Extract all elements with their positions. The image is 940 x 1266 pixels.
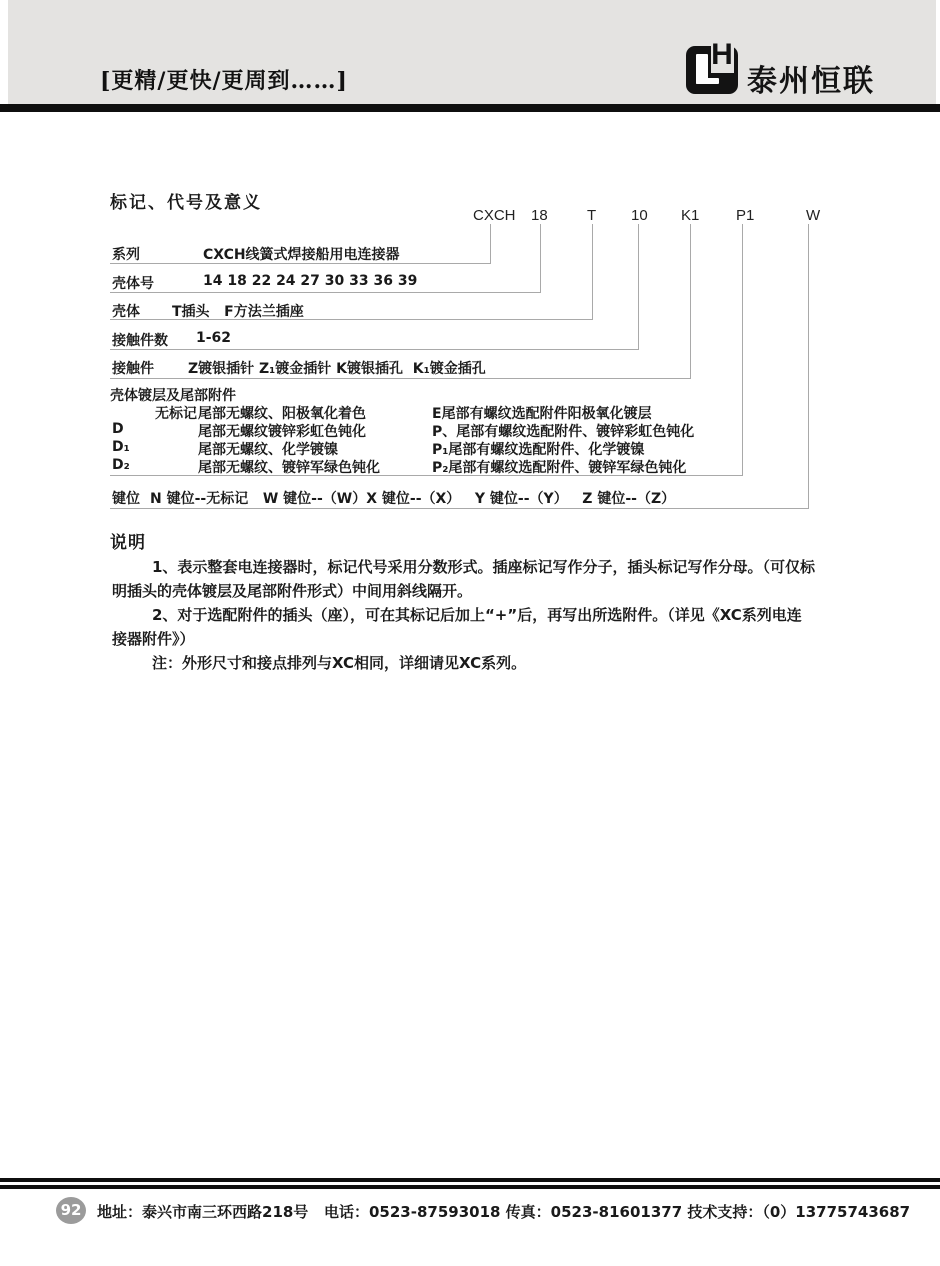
plating-right-desc: P、尾部有螺纹选配附件、镀锌彩虹色钝化 — [432, 424, 695, 440]
header-slogan: [更精/更快/更周到……] — [100, 68, 348, 94]
note-line: 2、对于选配附件的插头（座），可在其标记后加上“+”后，再写出所选附件。（详见《XC系列电连 — [152, 606, 802, 624]
note-line: 注：外形尺寸和接点排列与XC相同，详细请见XC系列。 — [152, 654, 527, 672]
row-text-series: CXCH线簧式焊接船用电连接器 — [203, 247, 400, 263]
code-part-contact-count: 10 — [631, 207, 648, 224]
row-underline — [110, 378, 691, 379]
header-divider-bar — [0, 104, 940, 112]
plating-left-desc: 尾部无螺纹、阳极氧化着色 — [198, 406, 366, 422]
plating-left-desc: 尾部无螺纹镀锌彩虹色钝化 — [198, 424, 366, 440]
company-name: 泰州恒联 — [747, 64, 875, 99]
row-underline — [110, 349, 639, 350]
row-text-contact-count: 1-62 — [196, 330, 232, 346]
plating-left-desc: 尾部无螺纹、化学镀镍 — [198, 442, 338, 458]
row-label-contact-type: 接触件 — [112, 361, 154, 377]
connector-line — [490, 224, 491, 263]
code-part-contact-type: K1 — [681, 207, 700, 224]
note-line: 明插头的壳体镀层及尾部附件形式）中间用斜线隔开。 — [112, 582, 473, 600]
plating-right-desc: P₁尾部有螺纹选配附件、化学镀镍 — [432, 442, 645, 458]
row-label-contact-count: 接触件数 — [112, 333, 168, 349]
code-part-series: CXCH — [473, 207, 516, 224]
row-text-shell-number: 14 18 22 24 27 30 33 36 39 — [203, 273, 418, 289]
row-text-key-position: N 键位--无标记 W 键位--（W）X 键位--（X） Y 键位--（Y） Z 键位--（Z） — [150, 491, 676, 507]
page-title: 标记、代号及意义 — [110, 193, 262, 213]
logo-h-letter: H — [711, 38, 733, 71]
plating-section-title: 壳体镀层及尾部附件 — [110, 388, 236, 404]
plating-left-desc: 尾部无螺纹、镀锌军绿色钝化 — [198, 460, 380, 476]
connector-line — [742, 224, 743, 475]
row-underline — [110, 508, 809, 509]
plating-right-desc: E尾部有螺纹选配附件阳极氧化镀层 — [432, 406, 652, 422]
row-label-series: 系列 — [112, 247, 140, 263]
footer-divider-bar — [0, 1178, 940, 1182]
connector-line — [592, 224, 593, 319]
connector-line — [690, 224, 691, 378]
notes-title: 说明 — [110, 533, 146, 553]
logo-l-shape-foot — [696, 78, 719, 84]
row-label-shell-type: 壳体 — [112, 304, 140, 320]
code-part-shell-type: T — [587, 207, 597, 224]
note-line: 1、表示整套电连接器时，标记代号采用分数形式。插座标记写作分子，插头标记写作分母。（可仅标 — [152, 558, 815, 576]
connector-line — [540, 224, 541, 292]
plating-code: D — [112, 421, 124, 437]
page-number-badge: 92 — [56, 1197, 86, 1224]
footer-divider-bar — [0, 1185, 940, 1189]
plating-code: D₂ — [112, 457, 130, 473]
code-part-plating: P1 — [736, 207, 755, 224]
connector-line — [808, 224, 809, 508]
company-logo-icon — [686, 38, 738, 94]
plating-code: 无标记 — [155, 406, 197, 422]
row-text-shell-type: T插头 F方法兰插座 — [172, 304, 304, 320]
row-label-key-position: 键位 — [112, 491, 140, 507]
code-part-key-position: W — [806, 207, 821, 224]
connector-line — [638, 224, 639, 349]
footer-contact-info: 地址：泰兴市南三环西路218号 电话：0523-87593018 传真：0523-81601377 技术支持：（0）13775743687 — [97, 1203, 911, 1221]
row-text-contact-type: Z镀银插针 Z₁镀金插针 K镀银插孔 K₁镀金插孔 — [188, 361, 486, 377]
note-line: 接器附件》） — [112, 630, 195, 648]
plating-code: D₁ — [112, 439, 130, 455]
row-label-shell-number: 壳体号 — [112, 276, 154, 292]
plating-right-desc: P₂尾部有螺纹选配附件、镀锌军绿色钝化 — [432, 460, 687, 476]
row-underline — [110, 292, 541, 293]
code-part-shell-number: 18 — [531, 207, 548, 224]
